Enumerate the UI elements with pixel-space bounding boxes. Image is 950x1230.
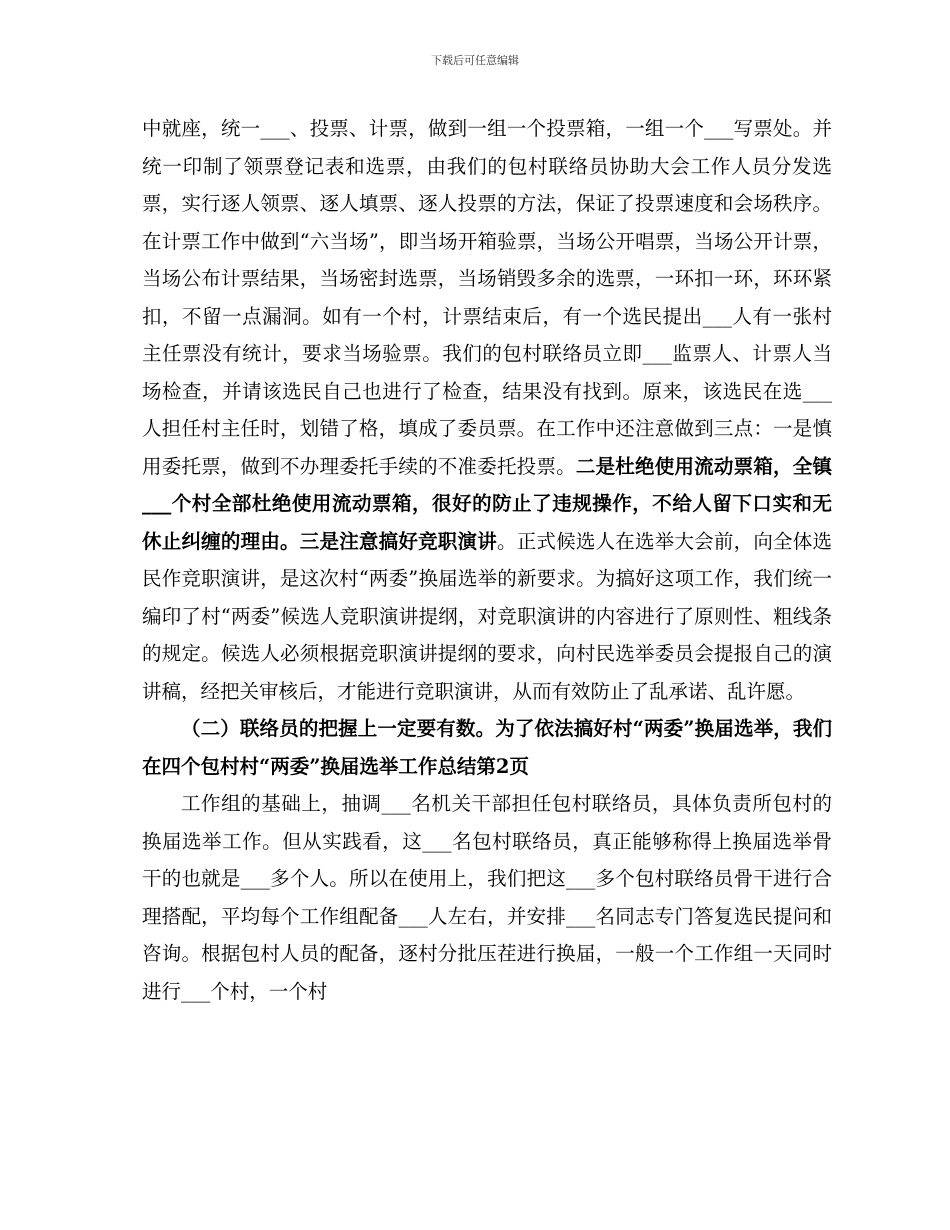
- paragraph-1-text: 中就座，统一___、投票、计票，做到一组一个投票箱，一组一个___写票处。并统一印制了领票登记表和选票，由我们的包村联络员协助大会工作人员分发选票，实行逐人领票、逐人填票、逐人投票的方法，保证了投票速度和会场秩序。在计票工作中做到“六当场”，即当场开箱验票，当场公开唱票，当场公开计票，当场公布计票结果，当场密封选票，当场销毁多余的选票，一环扣一环，环环紧扣，不留一点漏洞。如有一个村，计票结束后，有一个选民提出___人有一张村主任票没有统计，要求当场验票。我们的包村联络员立即___监票人、计票人当场检查，并请该选民自己也进行了检查，结果没有找到。原来，该选民在选___人担任村主任时，划错了格，填成了委员票。在工作中还注意做到三点：一是慎用委托票，做到不办理委托手续的不准委托投票。: [142, 117, 832, 478]
- page-header: 下载后可任意编辑: [431, 54, 519, 67]
- paragraph-3-text: 工作组的基础上，抽调___名机关干部担任包村联络员，具体负责所包村的换届选举工作。但从实践看，这___名包村联络员，真正能够称得上换届选举骨干的也就是___多个人。所以在使用上，我们把这___多个包村联络员骨干进行合理搭配，平均每个工作组配备___人左右，并安排___名同志专门答复选民提问和咨询。根据包村人员的配备，逐村分批压茬进行换届，一般一个工作组一天同时进行___个村，一个村: [142, 792, 832, 1003]
- section-heading-text: （二）联络员的把握上一定要有数。为了依法搞好村“两委”换届选举，我们在四个包村村“两委”换届选举工作总结第2页: [142, 717, 832, 778]
- paragraph-1: [142, 110, 832, 710]
- paragraph-3: [142, 785, 832, 1010]
- paragraph-1-bold-text: 二是杜绝使用流动票箱，全镇___个村全部杜绝使用流动票箱，很好的防止了违规操作，不给人留下口实和无休止纠缠的理由。三是注意搞好竞职演讲: [142, 454, 832, 553]
- paragraph-1-text-end: 。正式候选人在选举大会前，向全体选民作竞职演讲，是这次村“两委”换届选举的新要求。为搞好这项工作，我们统一编印了村“两委”候选人竞职演讲提纲，对竞职演讲的内容进行了原则性、粗线条的规定。候选人必须根据竞职演讲提纲的要求，向村民选举委员会提报自己的演讲稿，经把关审核后，才能进行竞职演讲，从而有效防止了乱承诺、乱许愿。: [142, 529, 832, 703]
- document-body: [142, 110, 832, 1010]
- paragraph-2-heading: [142, 710, 832, 785]
